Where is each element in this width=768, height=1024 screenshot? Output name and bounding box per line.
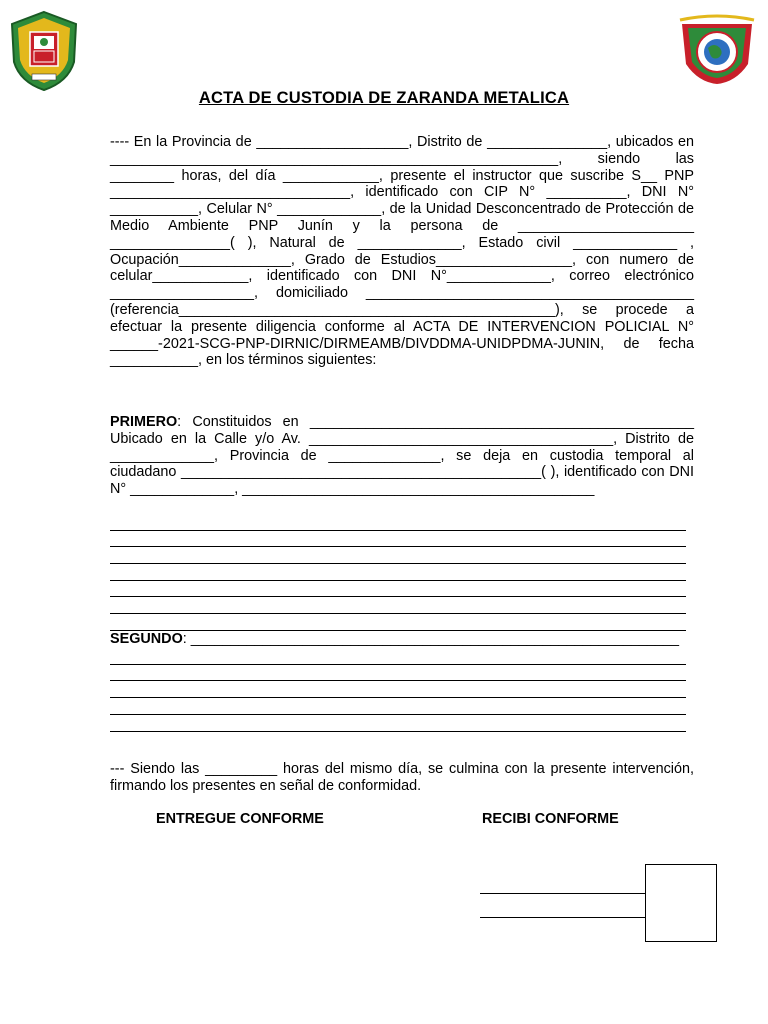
blank-line[interactable] xyxy=(110,530,686,531)
segundo-text: : _____________________________________________________________ xyxy=(182,631,679,647)
blank-line[interactable] xyxy=(110,714,686,715)
primero-text: : Constituidos en ________________________________________________ Ubicado en la Calle y/o Av. ______________________________________, Distrito de _____________, Provincia de ______________, se deja en custodia temporal al ciudadano _____________________________________________( ), identificado con DNI N° _____________, ____________________________________________ xyxy=(110,414,694,498)
segundo-label: SEGUNDO xyxy=(110,631,183,647)
blank-line[interactable] xyxy=(110,664,686,665)
intro-paragraph: ---- En la Provincia de ___________________, Distrito de _______________, ubicados en ________________________________________________________, siendo las ________ horas, del día ____________, presente el instructor que suscribe S__ PNP ______________________________, identificado con CIP N° __________, DNI N° ___________, Celular N° _____________, de la Unidad Desconcentrado de Protección de Medio Ambiente PNP Junín y la persona de ______________________ _______________( ), Natural de _____________, Estado civil _____________ , Ocupación______________, Grado de Estudios_________________, con numero de celular____________, identificado con DNI N°_____________, correo electrónico __________________, domiciliado _________________________________________ (referencia_______________________________________________), se procede a efectuar la presente diligencia conforme al ACTA DE INTERVENCION POLICIAL N° ______-2021-SCG-PNP-DIRNIC/DIRMEAMB/DIVDDMA-UNIDPDMA-JUNIN, de fecha ___________, en los términos siguientes: xyxy=(110,134,694,369)
segundo-section xyxy=(110,631,694,648)
blank-line[interactable] xyxy=(110,731,686,732)
blank-line[interactable] xyxy=(110,596,686,597)
blank-line[interactable] xyxy=(110,580,686,581)
fingerprint-box[interactable] xyxy=(645,864,717,942)
blank-line[interactable] xyxy=(110,680,686,681)
signature-label-entregue: ENTREGUE CONFORME xyxy=(156,811,324,827)
signature-line[interactable] xyxy=(480,917,646,918)
blank-line[interactable] xyxy=(110,613,686,614)
signature-label-recibi: RECIBI CONFORME xyxy=(482,811,619,827)
primero-section xyxy=(110,414,694,498)
blank-line[interactable] xyxy=(110,697,686,698)
environment-unit-emblem-icon xyxy=(676,14,758,86)
closing-paragraph: --- Siendo las _________ horas del mismo día, se culmina con la presente intervención, firmando los presentes en señal de conformidad. xyxy=(110,761,694,794)
signature-line[interactable] xyxy=(480,893,646,894)
primero-label: PRIMERO xyxy=(110,414,178,430)
police-crest-icon xyxy=(8,10,80,92)
blank-line[interactable] xyxy=(110,546,686,547)
blank-line[interactable] xyxy=(110,563,686,564)
document-title: ACTA DE CUSTODIA DE ZARANDA METALICA xyxy=(198,89,570,107)
